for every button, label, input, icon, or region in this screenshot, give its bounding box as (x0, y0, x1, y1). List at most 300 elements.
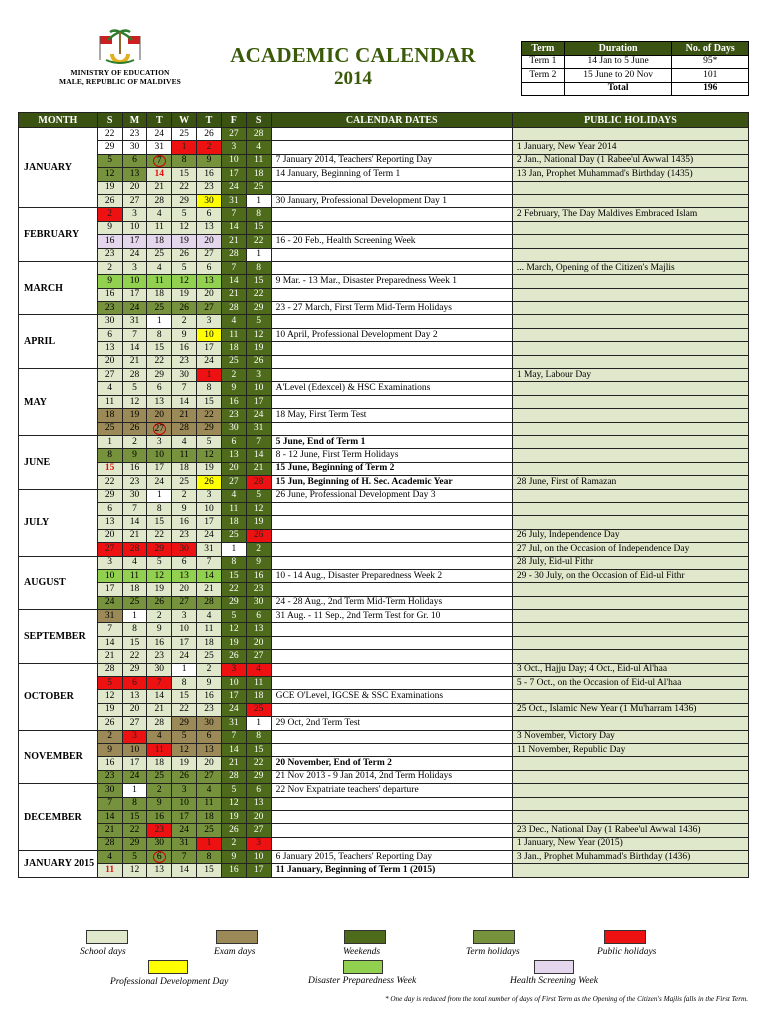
day-cell (197, 797, 222, 810)
day-cell (97, 315, 122, 328)
day-number: 21 (154, 182, 165, 193)
day-cell (122, 556, 147, 569)
day-cell (246, 797, 271, 810)
day-cell (197, 864, 222, 877)
term-header-cell: Duration (564, 42, 672, 56)
day-cell (122, 248, 147, 261)
public-holiday-note (512, 864, 748, 877)
day-cell (246, 395, 271, 408)
day-cell (97, 677, 122, 690)
day-number: 14 (229, 222, 239, 233)
day-cell (97, 730, 122, 743)
public-holiday-note (512, 797, 748, 810)
day-number: 13 (154, 396, 165, 407)
calendar-week-row (19, 743, 749, 756)
calendar-week-row (19, 784, 749, 797)
day-number: 12 (229, 624, 239, 635)
calendar-week-row (19, 128, 749, 141)
day-cell (97, 851, 122, 864)
day-number: 3 (231, 664, 237, 675)
day-cell (197, 569, 222, 582)
day-cell (221, 650, 246, 663)
month-label: MAY (19, 369, 98, 436)
legend-swatch (344, 930, 386, 944)
emblem-icon (96, 26, 144, 68)
calendar-week-row (19, 583, 749, 596)
calendar-date-note (271, 355, 512, 368)
day-cell (122, 328, 147, 341)
day-number: 15 (154, 517, 165, 528)
day-cell (147, 569, 172, 582)
day-number: 27 (253, 825, 264, 835)
calendar-week-row (19, 342, 749, 355)
day-cell (197, 730, 222, 743)
day-cell (147, 181, 172, 194)
day-cell (147, 422, 172, 435)
day-number: 9 (181, 503, 187, 514)
day-number: 17 (129, 289, 140, 300)
day-number: 11 (179, 450, 189, 461)
public-holiday-note (512, 596, 748, 609)
calendar-week-row (19, 730, 749, 743)
calendar-date-note: 31 Aug. - 11 Sep., 2nd Term Test for Gr. 10 (271, 610, 512, 623)
day-cell (147, 757, 172, 770)
day-cell (97, 502, 122, 515)
day-number: 5 (231, 784, 237, 795)
day-cell (221, 529, 246, 542)
day-number: 6 (206, 262, 212, 273)
calendar-date-note (271, 369, 512, 382)
day-cell (97, 784, 122, 797)
day-cell (246, 382, 271, 395)
day-cell (147, 810, 172, 823)
day-cell (197, 315, 222, 328)
day-number: 4 (231, 490, 237, 501)
day-number: 22 (154, 356, 165, 367)
day-cell (197, 168, 222, 181)
day-number: 22 (204, 409, 214, 420)
calendar-week-row (19, 355, 749, 368)
calendar-date-note: 14 January, Beginning of Term 1 (271, 168, 512, 181)
day-cell (221, 248, 246, 261)
day-number: 5 (107, 677, 112, 688)
day-number: 25 (154, 771, 165, 782)
day-cell (122, 851, 147, 864)
day-number: 13 (253, 798, 264, 809)
day-cell (147, 235, 172, 248)
day-cell (221, 717, 246, 730)
day-number: 20 (179, 583, 189, 594)
day-cell (122, 717, 147, 730)
day-cell (97, 596, 122, 609)
calendar-week-row (19, 610, 749, 623)
day-cell (246, 194, 271, 207)
public-holiday-note (512, 355, 748, 368)
legend-label: Term holidays (466, 947, 520, 957)
day-cell (172, 435, 197, 448)
public-holiday-note: 2 Jan., National Day (1 Rabee'ul Awwal 1435) (512, 154, 748, 167)
calendar-date-note (271, 208, 512, 221)
day-number: 28 (154, 195, 165, 206)
day-number: 4 (206, 784, 212, 795)
calendar-week-row (19, 409, 749, 422)
day-cell (221, 435, 246, 448)
day-number: 26 (104, 717, 115, 728)
public-holiday-note (512, 462, 748, 475)
day-cell (197, 422, 222, 435)
calendar-date-note (271, 583, 512, 596)
day-cell (147, 743, 172, 756)
day-number: 20 (253, 811, 264, 822)
day-number: 26 (204, 128, 214, 139)
day-number: 30 (129, 490, 140, 501)
day-number: 7 (181, 851, 187, 862)
day-number: 28 (229, 771, 239, 782)
day-cell (172, 248, 197, 261)
day-cell (197, 556, 222, 569)
day-cell (122, 168, 147, 181)
legend-swatch (534, 960, 574, 974)
day-cell (172, 851, 197, 864)
day-cell (122, 342, 147, 355)
term-header-cell: Term (522, 42, 565, 56)
day-number: 17 (253, 396, 264, 407)
day-cell (97, 168, 122, 181)
day-cell (122, 797, 147, 810)
calendar-week-row (19, 797, 749, 810)
public-holiday-note (512, 248, 748, 261)
calendar-header-cell: CALENDAR DATES (271, 113, 512, 128)
day-cell (221, 288, 246, 301)
day-cell (172, 261, 197, 274)
day-cell (172, 770, 197, 783)
day-number: 28 (129, 543, 140, 554)
day-number: 10 (129, 275, 140, 286)
day-cell (122, 435, 147, 448)
title-block (228, 42, 478, 90)
day-cell (221, 489, 246, 502)
calendar-week-row (19, 864, 749, 877)
day-number: 28 (204, 597, 214, 608)
day-number: 28 (253, 128, 264, 139)
day-number: 7 (107, 798, 112, 809)
day-cell (122, 650, 147, 663)
day-number: 3 (132, 262, 137, 273)
day-cell (197, 128, 222, 141)
day-cell (122, 730, 147, 743)
day-cell (197, 784, 222, 797)
day-number: 11 (154, 222, 164, 233)
day-number: 4 (256, 664, 262, 675)
day-number: 24 (229, 182, 239, 193)
term-row (522, 55, 749, 69)
day-number: 31 (204, 543, 214, 554)
day-cell (197, 181, 222, 194)
day-cell (172, 529, 197, 542)
calendar-week-row (19, 462, 749, 475)
month-label: APRIL (19, 315, 98, 369)
day-number: 19 (179, 235, 189, 246)
calendar-week-row (19, 569, 749, 582)
day-cell (246, 489, 271, 502)
day-number: 5 (132, 851, 137, 862)
day-cell (221, 382, 246, 395)
calendar-week-row (19, 770, 749, 783)
day-number: 6 (153, 851, 166, 863)
day-cell (147, 730, 172, 743)
day-number: 3 (107, 557, 112, 568)
day-number: 29 (253, 771, 264, 782)
day-cell (221, 315, 246, 328)
day-number: 3 (132, 209, 137, 220)
calendar-header-cell: S (246, 113, 271, 128)
day-cell (147, 221, 172, 234)
day-number: 11 (154, 744, 164, 755)
day-number: 19 (104, 704, 115, 715)
day-number: 7 (132, 503, 137, 514)
day-number: 23 (204, 182, 214, 193)
term-cell: 14 Jan to 5 June (564, 55, 672, 69)
day-cell (147, 248, 172, 261)
day-number: 11 (105, 396, 115, 407)
day-number: 4 (156, 731, 162, 742)
day-cell (97, 369, 122, 382)
day-number: 30 (229, 423, 239, 434)
day-cell (221, 596, 246, 609)
day-cell (197, 476, 222, 489)
day-number: 2 (107, 731, 112, 742)
day-number: 10 (253, 851, 264, 862)
day-number: 1 (132, 784, 137, 795)
day-cell (172, 730, 197, 743)
public-holiday-note (512, 650, 748, 663)
day-number: 11 (154, 275, 164, 286)
day-number: 3 (231, 142, 237, 153)
day-cell (197, 516, 222, 529)
day-cell (97, 717, 122, 730)
day-cell (172, 462, 197, 475)
day-cell (97, 355, 122, 368)
day-cell (97, 141, 122, 154)
day-number: 9 (107, 222, 112, 233)
day-cell (246, 837, 271, 850)
day-number: 13 (204, 275, 214, 286)
day-number: 4 (206, 610, 212, 621)
day-cell (172, 864, 197, 877)
day-cell (221, 302, 246, 315)
term-header-cell: No. of Days (672, 42, 749, 56)
calendar-date-note (271, 663, 512, 676)
day-number: 26 (154, 597, 165, 608)
term-cell: 15 June to 20 Nov (564, 69, 672, 83)
day-cell (172, 369, 197, 382)
day-number: 16 (229, 865, 239, 876)
month-label: NOVEMBER (19, 730, 98, 784)
calendar-date-note (271, 422, 512, 435)
term-cell: Term 1 (522, 55, 565, 69)
day-cell (122, 128, 147, 141)
day-number: 8 (181, 155, 187, 166)
public-holiday-note: 2 February, The Day Maldives Embraced Islam (512, 208, 748, 221)
day-cell (97, 703, 122, 716)
day-number: 29 (104, 142, 115, 153)
calendar-week-row (19, 556, 749, 569)
day-number: 9 (231, 851, 237, 862)
day-cell (172, 810, 197, 823)
day-number: 11 (229, 329, 239, 340)
day-cell (197, 154, 222, 167)
day-cell (172, 181, 197, 194)
calendar-date-note (271, 556, 512, 569)
day-cell (147, 369, 172, 382)
day-number: 10 (179, 624, 189, 635)
day-number: 27 (204, 771, 214, 782)
day-cell (221, 583, 246, 596)
calendar-week-row (19, 315, 749, 328)
day-cell (197, 489, 222, 502)
day-number: 16 (154, 811, 165, 822)
calendar-date-note: 30 January, Professional Development Day 1 (271, 194, 512, 207)
day-cell (172, 288, 197, 301)
day-number: 25 (204, 650, 214, 661)
day-number: 27 (253, 650, 264, 661)
day-number: 15 (129, 811, 140, 822)
day-number: 24 (179, 650, 189, 661)
day-number: 30 (154, 664, 165, 675)
day-cell (221, 703, 246, 716)
day-cell (197, 235, 222, 248)
calendar-week-row (19, 154, 749, 167)
calendar-week-row (19, 596, 749, 609)
day-number: 10 (229, 155, 239, 166)
day-number: 1 (206, 369, 212, 380)
day-number: 7 (231, 209, 237, 220)
day-number: 4 (107, 383, 112, 394)
calendar-date-note (271, 221, 512, 234)
day-cell (122, 261, 147, 274)
day-cell (221, 128, 246, 141)
day-cell (147, 194, 172, 207)
day-cell (97, 650, 122, 663)
day-cell (122, 315, 147, 328)
calendar-date-note: 26 June, Professional Development Day 3 (271, 489, 512, 502)
day-number: 23 (229, 409, 239, 420)
day-number: 18 (229, 517, 239, 528)
day-number: 17 (204, 342, 214, 353)
calendar-week-row (19, 650, 749, 663)
public-holiday-note (512, 690, 748, 703)
calendar-date-note: GCE O'Level, IGCSE & SSC Examinations (271, 690, 512, 703)
day-number: 21 (229, 289, 239, 300)
day-cell (246, 851, 271, 864)
day-number: 29 (154, 543, 165, 554)
day-cell (122, 208, 147, 221)
day-number: 13 (253, 624, 264, 635)
day-number: 28 (154, 717, 165, 728)
day-cell (246, 435, 271, 448)
day-number: 4 (231, 316, 237, 327)
day-number: 6 (156, 383, 162, 394)
day-number: 16 (179, 517, 189, 528)
day-number: 29 (129, 664, 140, 675)
day-number: 29 (253, 302, 264, 313)
day-cell (97, 610, 122, 623)
day-number: 29 (229, 597, 239, 608)
day-number: 25 (204, 825, 214, 835)
day-cell (147, 543, 172, 556)
day-number: 28 (129, 369, 140, 380)
day-number: 2 (107, 262, 112, 273)
day-cell (221, 275, 246, 288)
day-cell (197, 837, 222, 850)
day-number: 31 (154, 142, 165, 153)
day-cell (122, 395, 147, 408)
day-number: 10 (154, 450, 165, 461)
day-cell (97, 583, 122, 596)
day-number: 2 (206, 142, 212, 153)
calendar-date-note (271, 529, 512, 542)
day-number: 28 (229, 249, 239, 260)
page-title: ACADEMIC CALENDAR (230, 43, 476, 67)
day-cell (122, 476, 147, 489)
day-cell (97, 770, 122, 783)
day-number: 24 (129, 302, 140, 313)
day-number: 26 (253, 356, 264, 367)
day-number: 17 (229, 168, 239, 179)
day-cell (246, 784, 271, 797)
day-cell (147, 516, 172, 529)
day-cell (246, 141, 271, 154)
day-number: 1 (181, 142, 187, 153)
legend-label: Professional Development Day (110, 977, 229, 987)
day-number: 24 (179, 825, 189, 835)
day-number: 26 (104, 195, 115, 206)
day-cell (246, 569, 271, 582)
public-holiday-note (512, 315, 748, 328)
day-number: 20 (229, 463, 239, 474)
day-number: 19 (204, 463, 214, 474)
day-number: 2 (156, 784, 162, 795)
calendar-date-note (271, 623, 512, 636)
day-cell (97, 476, 122, 489)
calendar-week-row (19, 221, 749, 234)
day-number: 23 (129, 476, 140, 487)
calendar-week-row (19, 382, 749, 395)
day-number: 12 (154, 570, 165, 581)
day-cell (246, 355, 271, 368)
day-cell (197, 824, 222, 837)
day-cell (221, 422, 246, 435)
public-holiday-note (512, 422, 748, 435)
public-holiday-note (512, 636, 748, 649)
calendar-date-note (271, 141, 512, 154)
day-cell (147, 288, 172, 301)
day-cell (122, 275, 147, 288)
day-cell (172, 422, 197, 435)
term-cell: 95* (672, 55, 749, 69)
day-number: 18 (204, 637, 214, 648)
day-number: 28 (229, 302, 239, 313)
legend-swatch (343, 960, 383, 974)
day-number: 10 (204, 329, 214, 340)
day-cell (147, 261, 172, 274)
day-cell (172, 502, 197, 515)
day-number: 8 (256, 262, 262, 273)
day-number: 19 (179, 758, 189, 769)
day-number: 30 (204, 195, 214, 206)
public-holiday-note (512, 382, 748, 395)
public-holiday-note: 3 November, Victory Day (512, 730, 748, 743)
